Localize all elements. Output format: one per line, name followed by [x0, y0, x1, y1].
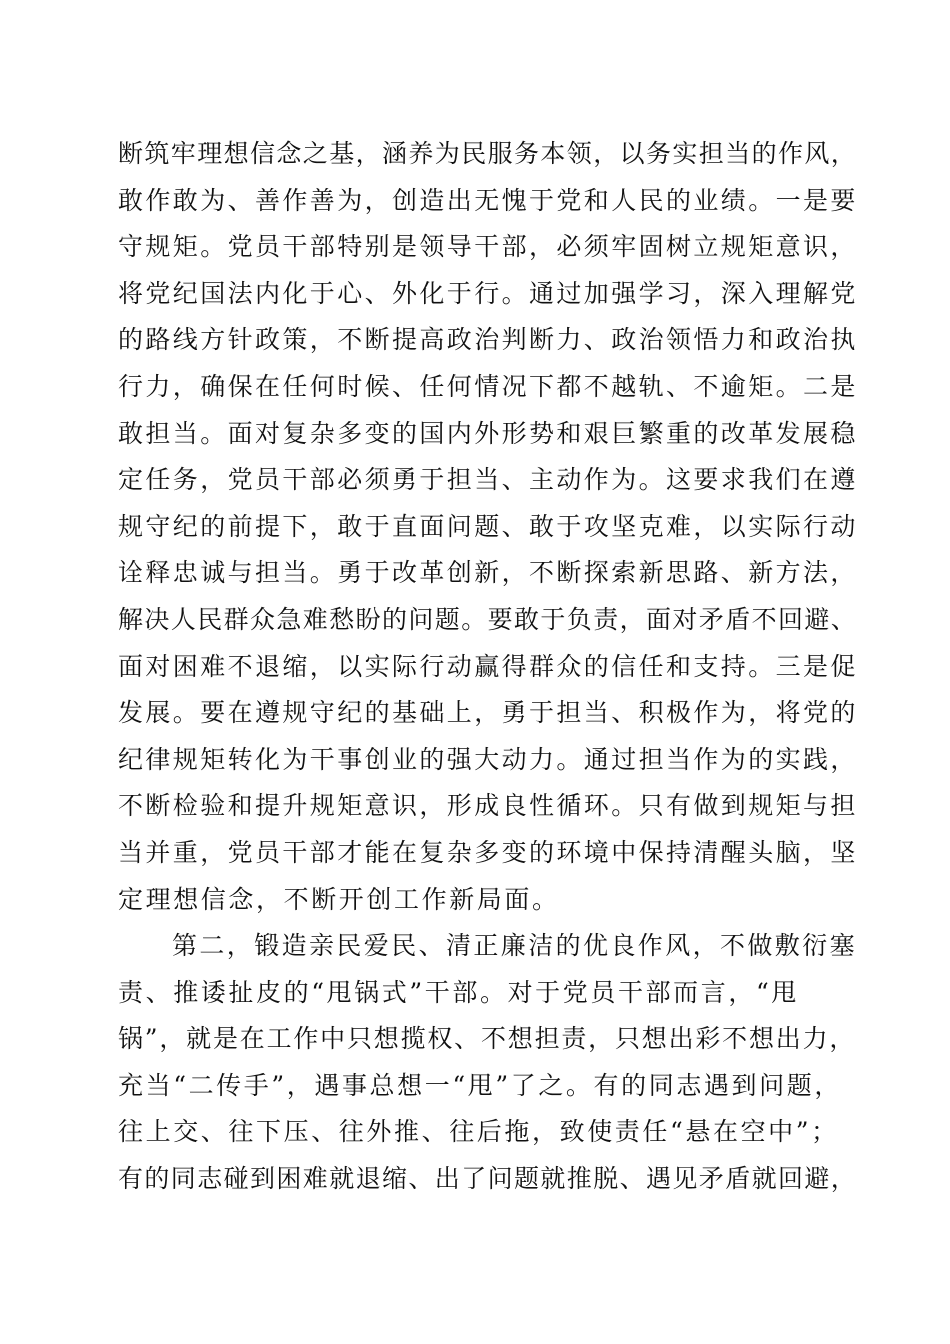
text-line: 行力，确保在任何时候、任何情况下都不越轨、不逾矩。二是 [118, 371, 858, 401]
text-line: 当并重，党员干部才能在复杂多变的环境中保持清醒头脑，坚 [118, 837, 858, 867]
text-line: 责、推诿扯皮的“甩锅式”干部。对于党员干部而言，“甩 [118, 977, 799, 1007]
text-line: 面对困难不退缩，以实际行动赢得群众的信任和支持。三是促 [118, 651, 858, 681]
text-line: 不断检验和提升规矩意识，形成良性循环。只有做到规矩与担 [118, 791, 858, 821]
text-line: 诠释忠诚与担当。勇于改革创新，不断探索新思路、新方法， [118, 558, 858, 588]
text-line: 解决人民群众急难愁盼的问题。要敢于负责，面对矛盾不回避、 [118, 604, 858, 634]
text-line: 守规矩。党员干部特别是领导干部，必须牢固树立规矩意识， [118, 232, 858, 262]
text-line: 定理想信念，不断开创工作新局面。 [118, 884, 560, 914]
text-line: 敢担当。面对复杂多变的国内外形势和艰巨繁重的改革发展稳 [118, 418, 858, 448]
text-line: 定任务，党员干部必须勇于担当、主动作为。这要求我们在遵 [118, 465, 858, 495]
paragraph-start-line: 第二，锻造亲民爱民、清正廉洁的优良作风，不做敷衍塞 [172, 931, 858, 961]
body-text [118, 131, 858, 1203]
text-line: 纪律规矩转化为干事创业的强大动力。通过担当作为的实践， [118, 744, 858, 774]
text-line: 敢作敢为、善作善为，创造出无愧于党和人民的业绩。一是要 [118, 185, 858, 215]
text-line: 发展。要在遵规守纪的基础上，勇于担当、积极作为，将党的 [118, 698, 858, 728]
text-line: 断筑牢理想信念之基，涵养为民服务本领，以务实担当的作风， [118, 139, 858, 168]
text-line: 往上交、往下压、往外推、往后拖，致使责任“悬在空中”； [118, 1117, 839, 1147]
text-line: 充当“二传手”，遇事总想一“甩”了之。有的同志遇到问题， [118, 1070, 842, 1100]
text-line: 将党纪国法内化于心、外化于行。通过加强学习，深入理解党 [118, 278, 858, 308]
text-line: 规守纪的前提下，敢于直面问题、敢于攻坚克难，以实际行动 [118, 511, 858, 541]
text-line: 锅”，就是在工作中只想揽权、不想担责，只想出彩不想出力， [118, 1024, 857, 1054]
text-line: 的路线方针政策，不断提高政治判断力、政治领悟力和政治执 [118, 325, 858, 355]
text-line: 有的同志碰到困难就退缩、出了问题就推脱、遇见矛盾就回避， [118, 1164, 858, 1194]
